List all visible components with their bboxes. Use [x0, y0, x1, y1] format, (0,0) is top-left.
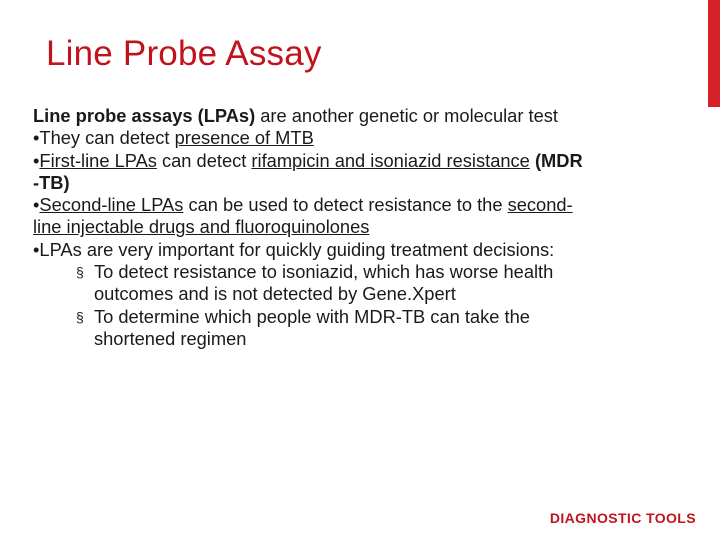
bullet-3-text: can be used to detect resistance to the [183, 194, 508, 216]
bullet-2 [33, 150, 701, 172]
bullet-3-underlined-end: line injectable drugs and fluoroquinolones [33, 216, 370, 238]
sub-bullet-1 [33, 261, 701, 306]
bullet-2-underlined-phrase: rifampicin and isoniazid resistance [251, 149, 530, 171]
sub-bullet-1-line-2: outcomes and is not detected by Gene.Xpert [94, 283, 456, 305]
bullet-marker: • [33, 149, 40, 171]
bullet-3-underlined-term: Second-line LPAs [39, 194, 184, 216]
bullet-1 [33, 127, 701, 149]
bullet-2-bold-start: (MDR [534, 149, 583, 171]
sub-bullet-2-line-1: To determine which people with MDR-TB can take the [94, 305, 530, 327]
slide-title: Line Probe Assay [46, 34, 322, 73]
bullet-marker: • [33, 127, 40, 149]
bullet-4 [33, 239, 701, 261]
bullet-3 [33, 194, 701, 216]
sub-bullet-marker: § [76, 308, 84, 325]
sub-bullet-marker: § [76, 264, 84, 281]
accent-bar [708, 0, 720, 107]
bullet-3-underlined-start: second- [507, 194, 573, 216]
intro-text: are another genetic or molecular test [255, 105, 558, 126]
sub-bullet-1-line-1: To detect resistance to isoniazid, which has worse health [94, 261, 554, 283]
sub-bullet-2 [33, 306, 701, 351]
bullet-1-text: They can detect [39, 127, 175, 149]
bullet-2-text: can detect [156, 149, 252, 171]
bullet-marker: • [33, 194, 40, 216]
intro-bold-term: Line probe assays (LPAs) [33, 105, 256, 126]
bullet-2-bold-end: -TB) [33, 171, 70, 193]
intro-line [33, 105, 701, 127]
bullet-1-underlined: presence of MTB [174, 127, 314, 149]
bullet-2-underlined-term: First-line LPAs [39, 149, 157, 171]
footer-section-label: DIAGNOSTIC TOOLS [549, 510, 696, 526]
bullet-marker: • [33, 238, 40, 260]
slide-body [33, 105, 701, 350]
sub-bullet-2-line-2: shortened regimen [94, 327, 247, 349]
bullet-4-text: LPAs are very important for quickly guiding treatment decisions: [39, 238, 555, 260]
